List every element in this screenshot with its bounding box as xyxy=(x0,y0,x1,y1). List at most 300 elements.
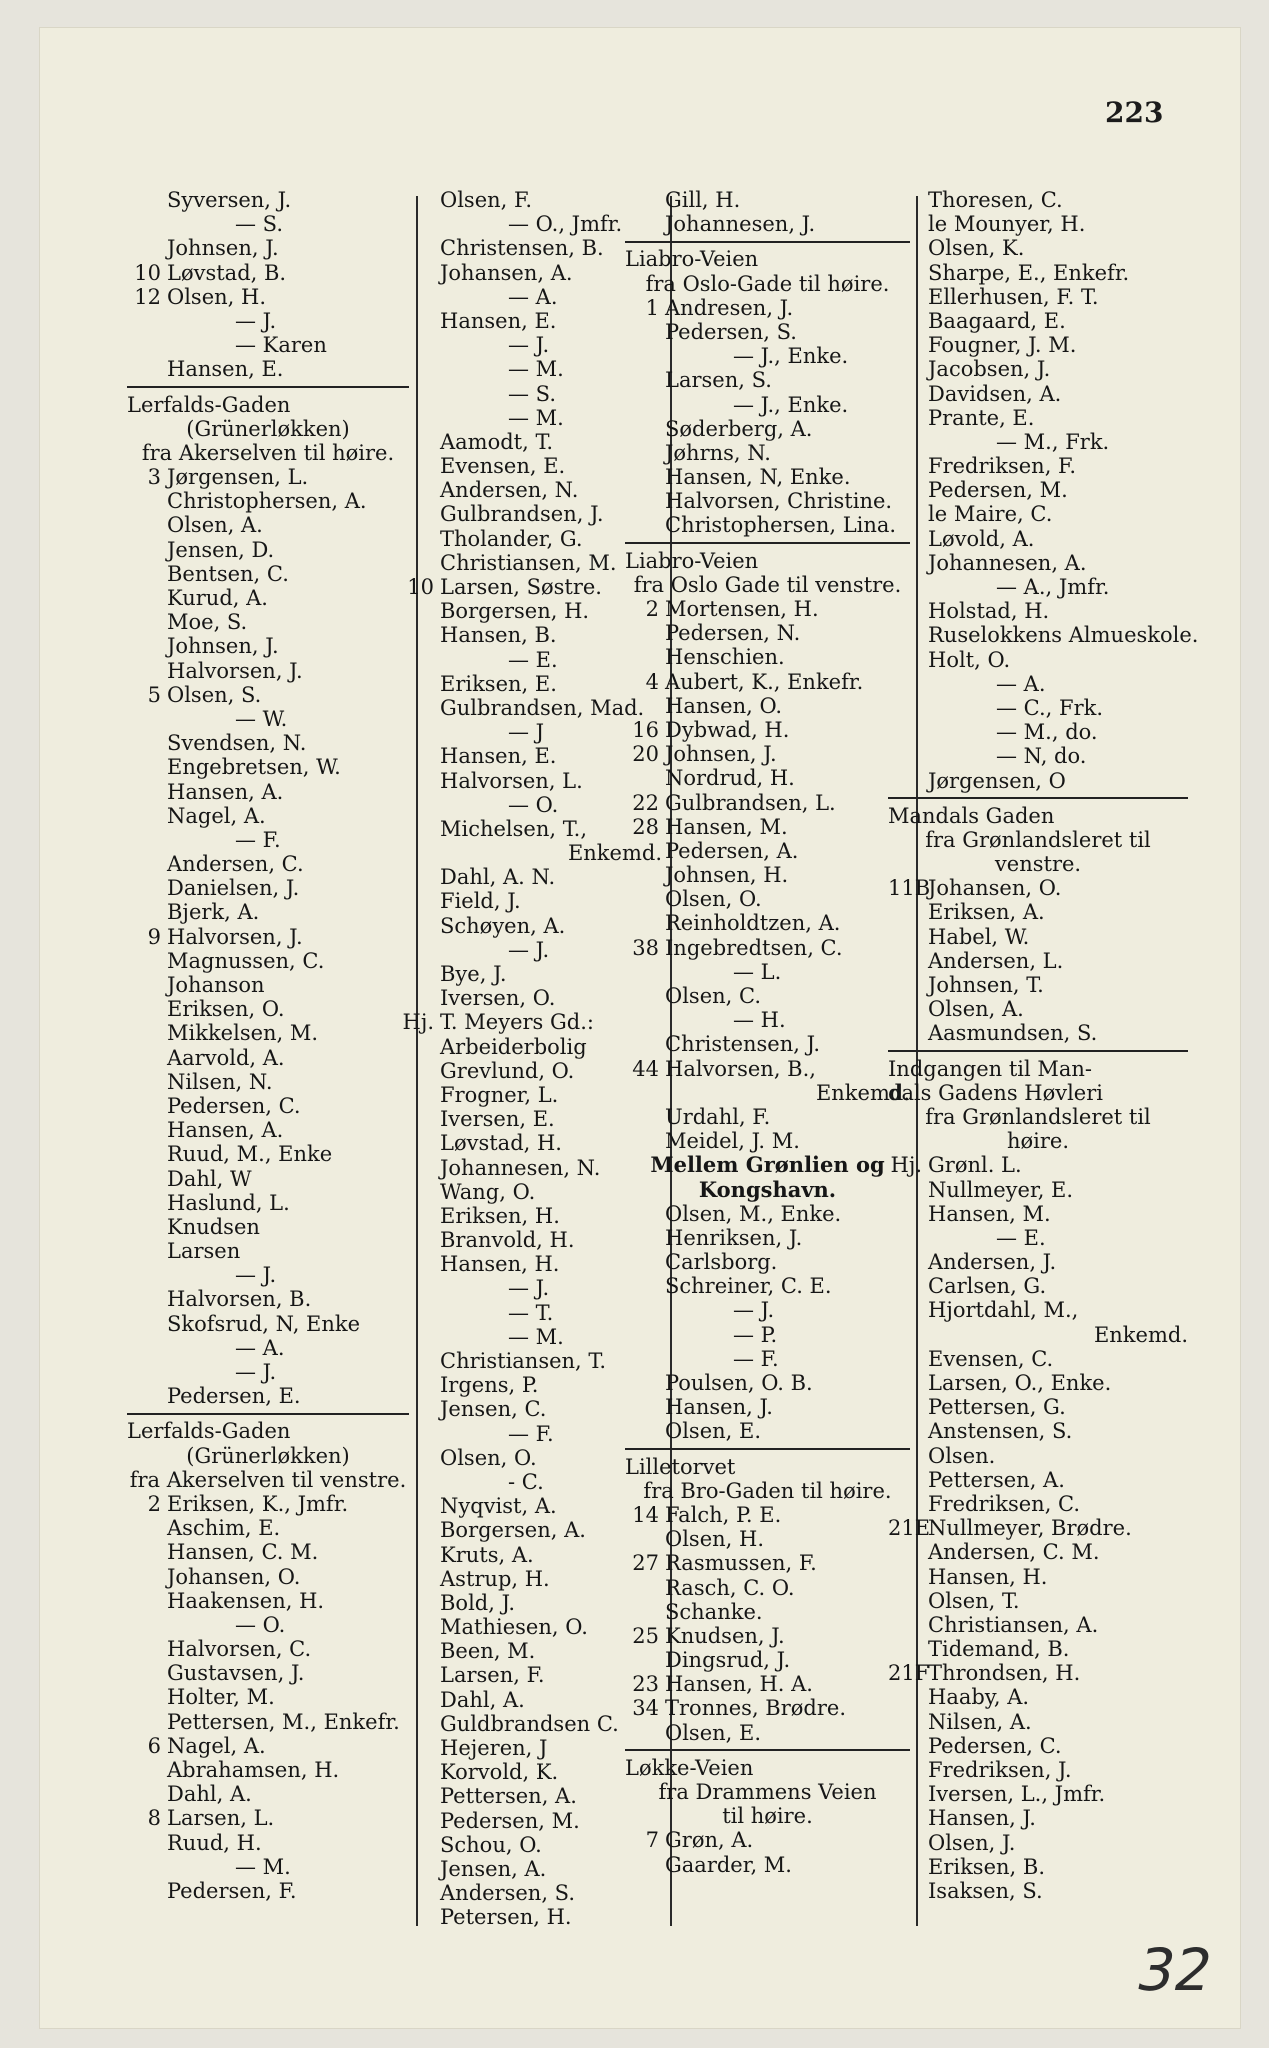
resident-entry xyxy=(127,610,409,634)
resident-entry xyxy=(400,1736,662,1760)
resident-name: — A. xyxy=(996,671,1046,696)
resident-entry xyxy=(888,973,1188,997)
resident-name: Abrahamsen, H. xyxy=(167,1758,340,1782)
resident-name: Fredriksen, C. xyxy=(928,1491,1081,1516)
resident-entry xyxy=(400,1204,662,1228)
resident-name: Thoresen, C. xyxy=(928,188,1063,212)
resident-entry xyxy=(625,1226,910,1250)
resident-entry xyxy=(888,769,1188,793)
resident-entry xyxy=(625,1057,910,1081)
resident-name: Skofsrud, N, Enke xyxy=(167,1311,361,1336)
resident-name: Nullmeyer, Brødre. xyxy=(928,1516,1132,1541)
house-number: Hj. xyxy=(890,1153,922,1178)
resident-entry xyxy=(888,720,1188,744)
resident-entry xyxy=(400,1543,662,1567)
resident-entry xyxy=(127,1492,409,1516)
resident-entry xyxy=(888,1710,1188,1734)
resident-entry xyxy=(625,984,910,1008)
resident-entry xyxy=(400,1591,662,1615)
resident-entry xyxy=(127,1734,409,1758)
resident-entry xyxy=(127,1167,409,1191)
resident-entry xyxy=(400,1809,662,1833)
resident-entry xyxy=(127,925,409,949)
resident-entry xyxy=(888,1758,1188,1782)
resident-name: Hansen, A. xyxy=(167,779,284,804)
resident-name: Holt, O. xyxy=(928,647,1011,672)
resident-entry xyxy=(400,188,662,212)
resident-name: — S. xyxy=(508,381,556,406)
resident-name: Dahl, W xyxy=(167,1166,252,1191)
resident-entry xyxy=(400,1059,662,1083)
resident-entry xyxy=(625,670,910,694)
resident-entry xyxy=(625,1648,910,1672)
resident-entry xyxy=(625,212,910,236)
resident-entry xyxy=(888,406,1188,430)
resident-entry xyxy=(888,1637,1188,1661)
resident-entry xyxy=(127,659,409,683)
resident-name: Hansen, O. xyxy=(665,693,783,718)
resident-entry xyxy=(888,1589,1188,1613)
resident-entry xyxy=(127,333,409,357)
resident-name: Olsen, O. xyxy=(665,887,762,912)
resident-entry xyxy=(400,1784,662,1808)
resident-entry xyxy=(888,333,1188,357)
resident-name: Nyqvist, A. xyxy=(440,1494,557,1519)
column-1 xyxy=(127,188,409,1903)
resident-name: Pettersen, M., Enkefr. xyxy=(167,1709,400,1734)
resident-name: Arbeiderbolig xyxy=(440,1034,587,1059)
resident-name: Iversen, L., Jmfr. xyxy=(928,1782,1106,1807)
resident-entry xyxy=(127,586,409,610)
resident-entry xyxy=(888,876,1188,900)
resident-entry xyxy=(400,236,662,260)
resident-name: Bentsen, C. xyxy=(167,561,289,586)
resident-entry xyxy=(400,1422,662,1446)
resident-name: — C., Frk. xyxy=(996,695,1104,720)
resident-entry xyxy=(400,551,662,575)
entry-continuation: Enkemd. xyxy=(815,1080,910,1105)
resident-entry xyxy=(400,1833,662,1857)
resident-name: Andersen, S. xyxy=(440,1881,575,1906)
resident-name: Halvorsen, J. xyxy=(167,924,303,949)
house-number: 10 xyxy=(134,260,161,285)
street-direction: fra Akerselven til venstre. xyxy=(129,1467,407,1492)
handwritten-note: 32 xyxy=(1130,1936,1220,2004)
resident-name: — J. xyxy=(235,1263,277,1288)
resident-name: Hansen, M. xyxy=(928,1201,1051,1226)
resident-name: Johanson xyxy=(167,973,265,997)
resident-name: Olsen, T. xyxy=(928,1588,1020,1613)
resident-entry xyxy=(400,1639,662,1663)
resident-name: Holter, M. xyxy=(167,1685,275,1710)
resident-name: Haaby, A. xyxy=(928,1685,1030,1710)
resident-entry xyxy=(888,1782,1188,1806)
house-number: 2 xyxy=(645,597,659,621)
resident-name: Nagel, A. xyxy=(167,1733,266,1758)
resident-entry xyxy=(400,962,662,986)
resident-entry xyxy=(625,1828,910,1852)
street-heading: Liabro-Veien xyxy=(625,247,759,272)
resident-name: — E. xyxy=(996,1225,1046,1250)
resident-name: Christensen, J. xyxy=(665,1032,821,1057)
resident-name: Pedersen, A. xyxy=(665,838,799,863)
resident-name: — T. xyxy=(508,1300,554,1325)
resident-name: Christiansen, T. xyxy=(440,1349,607,1373)
resident-entry xyxy=(888,188,1188,212)
resident-entry xyxy=(127,1287,409,1311)
street-direction: fra Oslo-Gade til høire. xyxy=(645,271,890,296)
resident-entry xyxy=(400,478,662,502)
resident-entry xyxy=(888,236,1188,260)
resident-entry xyxy=(127,1637,409,1661)
resident-name: Anstensen, S. xyxy=(928,1419,1073,1444)
house-number: 28 xyxy=(632,814,659,839)
house-number: 10 xyxy=(407,575,434,599)
resident-entry xyxy=(888,1419,1188,1443)
house-number: 9 xyxy=(147,924,161,949)
resident-name: Halvorsen, L. xyxy=(440,768,583,793)
resident-entry xyxy=(888,1806,1188,1830)
resident-entry xyxy=(625,1503,910,1527)
resident-entry xyxy=(400,454,662,478)
resident-entry xyxy=(127,1855,409,1879)
resident-entry xyxy=(888,949,1188,973)
house-number: 44 xyxy=(632,1056,659,1081)
resident-entry xyxy=(625,188,910,212)
resident-name: Baagaard, E. xyxy=(928,308,1066,333)
resident-name: Andresen, J. xyxy=(665,295,794,320)
resident-entry xyxy=(127,1685,409,1709)
resident-entry xyxy=(127,465,409,489)
resident-entry xyxy=(127,1021,409,1045)
resident-name: Aarvold, A. xyxy=(167,1045,285,1070)
locality-heading: Mellem Grønlien og xyxy=(650,1152,885,1178)
resident-entry xyxy=(127,188,409,212)
resident-entry xyxy=(888,1468,1188,1492)
resident-entry xyxy=(625,791,910,815)
street-direction: (Grünerløkken) xyxy=(186,1443,350,1468)
resident-name: Engebretsen, W. xyxy=(167,755,341,780)
resident-entry xyxy=(625,718,910,742)
resident-entry xyxy=(625,936,910,960)
resident-name: Eriksen, A. xyxy=(928,900,1045,925)
resident-entry xyxy=(400,430,662,454)
resident-name: — F. xyxy=(733,1346,779,1371)
street-direction: fra Bro-Gaden til høire. xyxy=(643,1478,892,1503)
resident-entry xyxy=(127,1540,409,1564)
resident-name: Pedersen, N. xyxy=(665,621,801,646)
resident-name: Mikkelsen, M. xyxy=(167,1021,319,1046)
house-number: 23 xyxy=(632,1672,659,1697)
resident-name: Christophersen, Lina. xyxy=(665,513,897,538)
entry-continuation: Enkemd. xyxy=(567,841,662,866)
resident-entry xyxy=(400,1615,662,1639)
resident-name: Henriksen, J. xyxy=(665,1225,803,1250)
resident-entry xyxy=(400,793,662,817)
resident-name: Olsen, H. xyxy=(665,1527,765,1552)
resident-entry xyxy=(888,1831,1188,1855)
resident-name: Knudsen xyxy=(167,1214,260,1239)
resident-entry xyxy=(127,1215,409,1239)
house-number: 2 xyxy=(147,1491,161,1516)
resident-name: Wang, O. xyxy=(440,1179,536,1204)
resident-name: Nagel, A. xyxy=(167,803,266,828)
resident-entry xyxy=(888,1613,1188,1637)
resident-name: Carlsen, G. xyxy=(928,1274,1047,1299)
resident-entry xyxy=(400,575,662,599)
locality-heading: Kongshavn. xyxy=(698,1176,837,1202)
resident-entry xyxy=(625,1008,910,1032)
resident-name: Olsen, O. xyxy=(440,1445,537,1470)
resident-entry xyxy=(127,1879,409,1903)
resident-entry xyxy=(127,1661,409,1685)
resident-name: Borgersen, A. xyxy=(440,1518,586,1543)
resident-name: Nordrud, H. xyxy=(665,766,795,791)
resident-entry xyxy=(400,1083,662,1107)
resident-name: Pedersen, C. xyxy=(928,1733,1062,1758)
resident-entry xyxy=(625,960,910,984)
resident-name: Nilsen, A. xyxy=(928,1709,1032,1734)
resident-entry xyxy=(400,623,662,647)
resident-entry xyxy=(625,694,910,718)
resident-entry xyxy=(625,1395,910,1419)
resident-entry xyxy=(400,1373,662,1397)
resident-name: — M. xyxy=(508,1324,564,1349)
resident-entry xyxy=(625,441,910,465)
resident-entry xyxy=(127,261,409,285)
resident-name: Pedersen, S. xyxy=(665,319,797,344)
resident-name: T. Meyers Gd.: xyxy=(440,1010,594,1035)
resident-name: Ruselokkens Almueskole. xyxy=(928,623,1199,648)
resident-name: Borgersen, H. xyxy=(440,599,590,624)
resident-name: Haakensen, H. xyxy=(167,1588,325,1613)
resident-entry xyxy=(127,1360,409,1384)
resident-name: Olsen, J. xyxy=(928,1830,1016,1855)
resident-name: Eriksen, O. xyxy=(167,997,285,1022)
resident-name: Hejeren, J xyxy=(440,1736,548,1760)
resident-name: Haslund, L. xyxy=(167,1190,290,1215)
resident-name: Hansen, B. xyxy=(440,623,557,648)
resident-entry xyxy=(625,621,910,645)
resident-entry xyxy=(625,1323,910,1347)
resident-name: Olsen, E. xyxy=(665,1419,762,1444)
resident-name: Tronnes, Brødre. xyxy=(665,1696,846,1721)
street-direction: fra Drammens Veien xyxy=(658,1780,877,1804)
resident-name: Halvorsen, B., xyxy=(665,1056,816,1081)
resident-entry xyxy=(888,309,1188,333)
resident-entry xyxy=(127,285,409,309)
resident-entry xyxy=(400,1107,662,1131)
resident-entry xyxy=(127,309,409,333)
resident-name: Olsen, C. xyxy=(665,984,762,1008)
resident-entry xyxy=(127,1070,409,1094)
street-heading: Liabro-Veien xyxy=(625,548,759,573)
house-number: 34 xyxy=(632,1696,659,1721)
resident-entry xyxy=(400,1325,662,1349)
house-number: 3 xyxy=(147,465,161,490)
resident-name: Gulbrandsen, L. xyxy=(665,790,836,815)
resident-name: Svendsen, N. xyxy=(167,731,307,756)
resident-name: Larsen xyxy=(167,1239,241,1264)
resident-name: Been, M. xyxy=(440,1639,536,1664)
resident-entry xyxy=(625,1419,910,1443)
resident-name: Aschim, E. xyxy=(167,1516,281,1541)
resident-name: Hansen, M. xyxy=(665,814,788,839)
resident-name: Grønl. L. xyxy=(928,1153,1022,1178)
house-number: 20 xyxy=(632,742,659,767)
resident-entry xyxy=(127,634,409,658)
resident-entry xyxy=(625,1721,910,1745)
resident-name: Evensen, C. xyxy=(928,1346,1054,1371)
resident-entry xyxy=(400,406,662,430)
resident-name: Aasmundsen, S. xyxy=(928,1021,1098,1046)
resident-entry xyxy=(127,1191,409,1215)
resident-name: Moe, S. xyxy=(167,610,248,635)
resident-name: le Mounyer, H. xyxy=(928,212,1086,237)
resident-name: Rasch, C. O. xyxy=(665,1575,795,1600)
resident-name: — A., Jmfr. xyxy=(996,575,1110,599)
resident-name: Larsen, L. xyxy=(167,1806,275,1831)
resident-entry xyxy=(400,769,662,793)
resident-name: Syversen, J. xyxy=(167,188,292,212)
resident-name: Larsen, S. xyxy=(665,368,772,393)
resident-name: Petersen, H. xyxy=(440,1905,572,1930)
resident-entry xyxy=(625,1202,910,1226)
resident-name: — P. xyxy=(733,1322,778,1347)
resident-name: Løvold, A. xyxy=(928,526,1035,551)
resident-entry xyxy=(127,900,409,924)
resident-entry xyxy=(400,648,662,672)
resident-name: Johnsen, J. xyxy=(167,634,279,659)
resident-entry xyxy=(127,1516,409,1540)
resident-name: Pedersen, C. xyxy=(167,1093,301,1118)
resident-entry xyxy=(625,742,910,766)
resident-name: Andersen, C. xyxy=(167,852,304,877)
resident-name: Iversen, E. xyxy=(440,1107,555,1132)
resident-entry xyxy=(127,513,409,537)
resident-name: Habel, W. xyxy=(928,924,1030,949)
house-number: 21E xyxy=(888,1516,931,1541)
resident-name: Nullmeyer, E. xyxy=(928,1177,1074,1202)
resident-entry xyxy=(400,1035,662,1059)
resident-name: Hansen, H. xyxy=(928,1564,1048,1589)
resident-entry xyxy=(400,1663,662,1687)
resident-entry xyxy=(888,1516,1188,1540)
section-rule xyxy=(888,1046,1188,1057)
resident-entry xyxy=(888,285,1188,309)
resident-entry xyxy=(400,1010,662,1034)
house-number: Hj. xyxy=(402,1010,434,1035)
resident-entry xyxy=(127,1384,409,1408)
resident-entry xyxy=(400,1349,662,1373)
resident-entry xyxy=(888,1540,1188,1564)
resident-name: Frogner, L. xyxy=(440,1082,559,1107)
resident-entry xyxy=(625,1032,910,1056)
house-number: 22 xyxy=(632,790,659,815)
resident-entry xyxy=(888,997,1188,1021)
resident-entry xyxy=(400,865,662,889)
resident-name: Fredriksen, F. xyxy=(928,454,1077,479)
resident-name: Johannesen, A. xyxy=(928,550,1087,575)
street-direction: fra Oslo Gade til venstre. xyxy=(633,572,902,597)
resident-name: Pedersen, F. xyxy=(167,1878,297,1903)
resident-entry xyxy=(625,1853,910,1877)
resident-name: Kurud, A. xyxy=(167,586,268,610)
resident-name: Hansen, E. xyxy=(167,357,284,382)
resident-entry xyxy=(625,1298,910,1322)
resident-entry xyxy=(625,1527,910,1551)
resident-name: Astrup, H. xyxy=(440,1566,550,1591)
resident-name: Rasmussen, F. xyxy=(665,1551,817,1576)
resident-entry xyxy=(400,1494,662,1518)
resident-name: Gustavsen, J. xyxy=(167,1661,305,1686)
resident-name: Christensen, B. xyxy=(440,236,604,261)
section-rule xyxy=(625,1444,910,1455)
resident-entry xyxy=(888,502,1188,526)
resident-entry xyxy=(127,780,409,804)
resident-entry xyxy=(888,212,1188,236)
resident-entry xyxy=(625,465,910,489)
resident-name: Schøyen, A. xyxy=(440,913,566,938)
resident-name: Halvorsen, B. xyxy=(167,1287,312,1312)
resident-name: Evensen, E. xyxy=(440,454,566,479)
resident-entry xyxy=(888,1153,1188,1177)
resident-name: - C. xyxy=(508,1469,544,1494)
resident-name: Mathiesen, O. xyxy=(440,1615,588,1640)
resident-name: Michelsen, T., xyxy=(440,816,587,841)
resident-name: Ruud, M., Enke xyxy=(167,1142,333,1167)
resident-entry xyxy=(400,1276,662,1300)
resident-name: Irgens, P. xyxy=(440,1373,539,1398)
resident-entry xyxy=(400,1131,662,1155)
resident-name: Eriksen, H. xyxy=(440,1203,560,1228)
resident-name: Hansen, H. A. xyxy=(665,1672,813,1697)
resident-name: Bye, J. xyxy=(440,962,507,986)
resident-name: Olsen, S. xyxy=(167,682,262,707)
resident-name: Falch, P. E. xyxy=(665,1502,782,1527)
resident-entry xyxy=(127,804,409,828)
resident-name: Olsen. xyxy=(928,1443,996,1468)
resident-name: Dingsrud, J. xyxy=(665,1648,791,1673)
resident-entry xyxy=(127,489,409,513)
resident-entry xyxy=(127,1589,409,1613)
resident-name: Pedersen, M. xyxy=(928,478,1068,503)
resident-name: Søderberg, A. xyxy=(665,416,813,441)
resident-entry xyxy=(625,344,910,368)
resident-entry xyxy=(625,1250,910,1274)
resident-name: — O., Jmfr. xyxy=(508,212,623,237)
resident-name: Halvorsen, J. xyxy=(167,658,303,683)
resident-name: Gulbrandsen, Mad. xyxy=(440,695,645,720)
resident-entry xyxy=(127,1046,409,1070)
resident-name: Eriksen, K., Jmfr. xyxy=(167,1491,349,1516)
resident-entry xyxy=(400,889,662,913)
resident-name: Christophersen, A. xyxy=(167,489,367,514)
resident-entry xyxy=(400,261,662,285)
street-direction: høire. xyxy=(1006,1129,1070,1154)
resident-name: — A. xyxy=(508,284,558,309)
resident-entry xyxy=(888,1492,1188,1516)
resident-entry xyxy=(127,538,409,562)
resident-entry xyxy=(888,1274,1188,1298)
house-number: 5 xyxy=(147,682,161,707)
section-rule xyxy=(625,538,910,549)
resident-name: Hansen, H. xyxy=(440,1252,560,1277)
resident-entry xyxy=(400,1760,662,1784)
resident-entry xyxy=(400,696,662,720)
resident-entry xyxy=(400,285,662,309)
resident-entry xyxy=(888,454,1188,478)
